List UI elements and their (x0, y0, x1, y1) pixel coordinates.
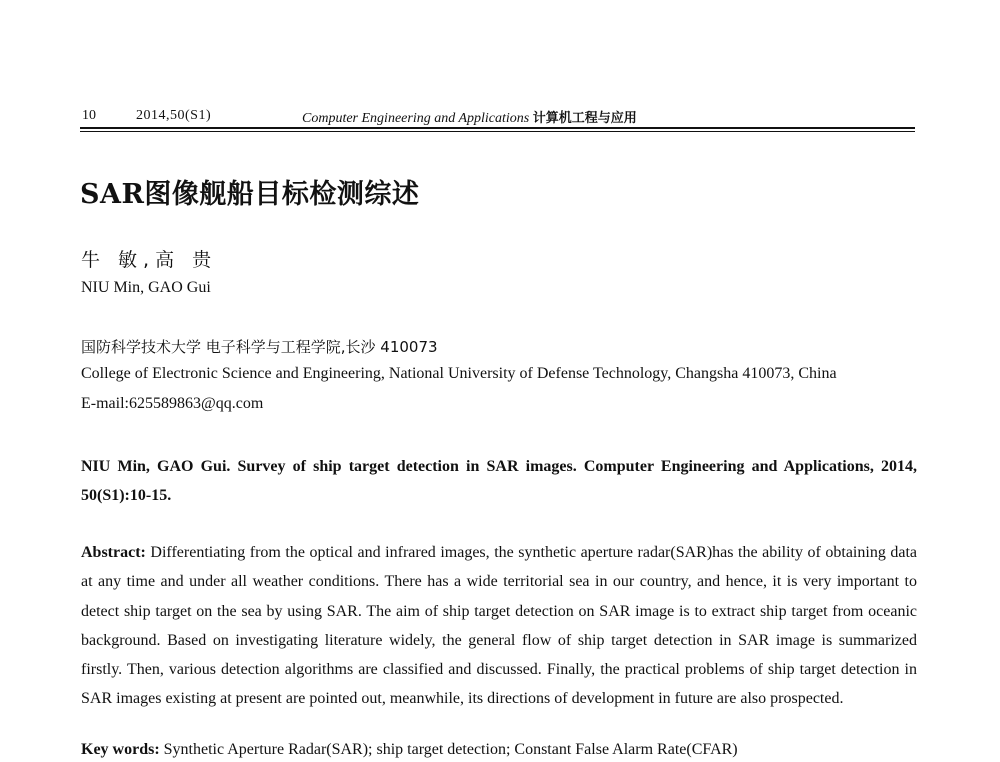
keywords-text: Synthetic Aperture Radar(SAR); ship target detection; Constant False Alarm Rate(CFAR) (163, 741, 738, 758)
header-rule-thick (80, 127, 915, 129)
paper-title: SAR图像舰船目标检测综述 (80, 179, 420, 210)
abstract-text: Differentiating from the optical and infrared images, the synthetic aperture radar(SAR)has the ability of obtaining data at any time and under all weather conditions. There has a wide territorial sea in our country, and hence, it is very important to detect ship target on the sea by using SAR. The aim of ship target detection on SAR image is to extract ship target from oceanic background. Based on investigating literature widely, the general flow of ship target detection in SAR image is summarized firstly. Then, various detection algorithms are classified and discussed. Finally, the practical problems of ship target detection in SAR images existing at present are pointed out, meanwhile, its directions of development in future are also prospected. (81, 544, 918, 708)
authors-english: NIU Min, GAO Gui (81, 279, 211, 296)
journal-name-cn: 计算机工程与应用 (532, 111, 637, 126)
citation: NIU Min, GAO Gui. Survey of ship target detection in SAR images. Computer Engineering and Applications, 2014, 50(S1):10-15. (81, 458, 917, 504)
keywords (81, 741, 738, 759)
affiliation-chinese: 国防科学技术大学 电子科学与工程学院,长沙 410073 (81, 338, 438, 356)
page-number: 10 (82, 108, 96, 123)
volume-issue: 2014,50(S1) (136, 108, 212, 123)
authors-chinese: 牛 敏,高 贵 (81, 249, 218, 271)
author-email: E-mail:625589863@qq.com (81, 395, 264, 412)
keywords-label: Key words: (81, 741, 160, 758)
running-header (82, 106, 914, 126)
affiliation-english: College of Electronic Science and Engineering, National University of Defense Technology, Changsha 410073, China (81, 365, 837, 382)
header-rule-thin (80, 131, 915, 132)
abstract-label: Abstract: (81, 544, 146, 561)
journal-name-en: Computer Engineering and Applications (302, 111, 530, 126)
journal-name (302, 107, 637, 127)
abstract (81, 538, 917, 714)
